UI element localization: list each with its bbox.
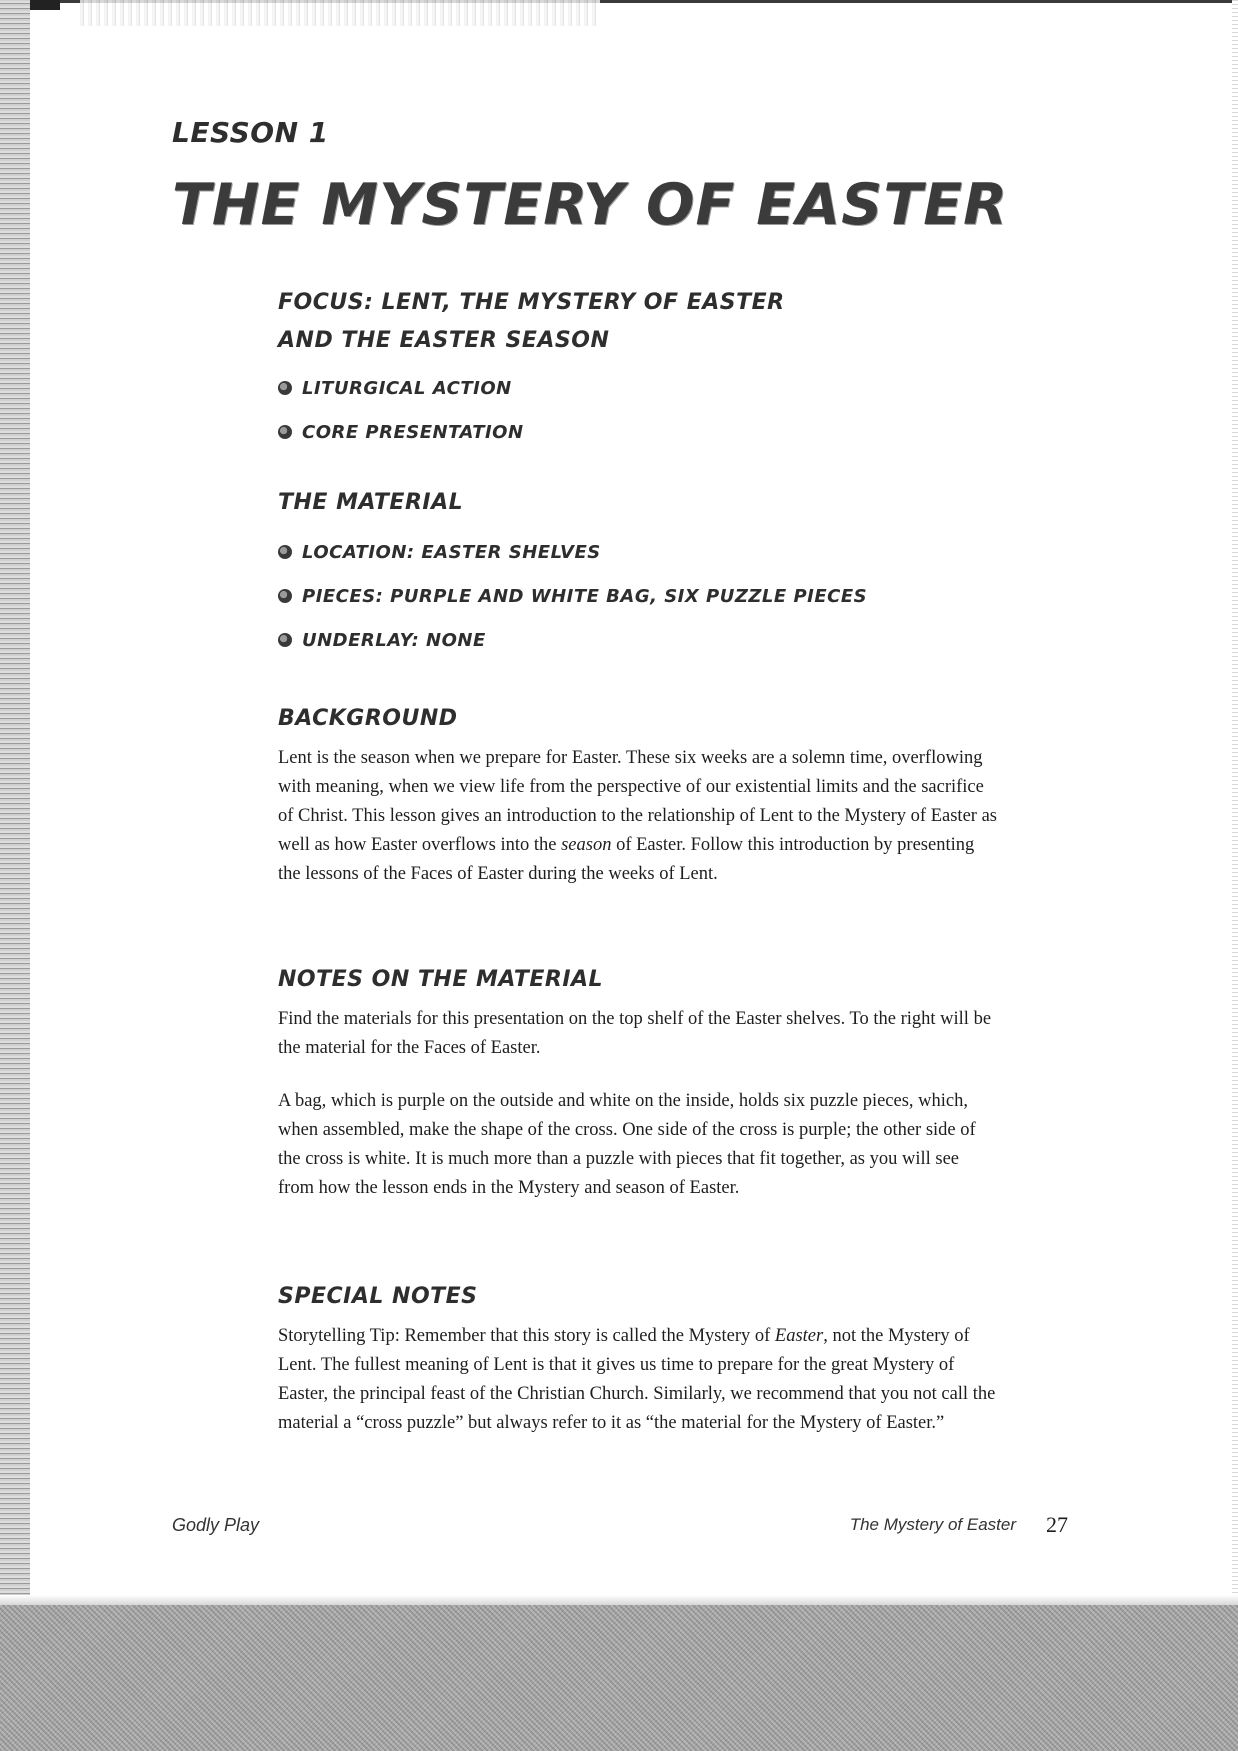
bullet-icon: [278, 633, 292, 647]
notes-section: [278, 961, 998, 1227]
list-item: [278, 410, 993, 454]
emphasis-text: season: [561, 835, 612, 855]
text-run: Lent is the season when we prepare for Easter. These six weeks are a solemn time, overflowing with meaning, when we view life from the perspective of our existential limits and the sacrifice of Christ. This lesson gives an introduction to the relationship of Lent to the Mystery of Easter as well as how Easter overflows into the: [278, 748, 997, 855]
list-item-label: PIECES: PURPLE AND WHITE BAG, SIX PUZZLE PIECES: [302, 585, 868, 607]
material-list: [278, 530, 993, 662]
scanner-background: [0, 1605, 1238, 1751]
list-item-label: LITURGICAL ACTION: [302, 377, 512, 399]
page-title: THE MYSTERY OF EASTER: [172, 172, 1009, 238]
lesson-label: LESSON 1: [172, 116, 329, 149]
text-run: , not the Mystery of Lent. The fullest meaning of Lent is that it gives us time to prepare for the great Mystery of Easter, the principal feast of the Christian Church. Similarly, we recommend that you not call the material a “cross puzzle” but always refer to it as “the material for the Mystery of Easter.”: [278, 1326, 996, 1433]
focus-list: [278, 366, 993, 454]
list-item-label: UNDERLAY: NONE: [302, 629, 486, 651]
text-run: of Easter. Follow this introduction by presenting the lessons of the Faces of Easter during the weeks of Lent.: [278, 835, 975, 884]
notes-heading: NOTES ON THE MATERIAL: [278, 967, 604, 992]
background-section: [278, 700, 998, 913]
special-notes-heading: SPECIAL NOTES: [278, 1284, 478, 1309]
special-notes-paragraph: [278, 1322, 998, 1438]
focus-heading-line1: FOCUS: LENT, THE MYSTERY OF EASTER: [278, 290, 785, 315]
list-item: [278, 530, 993, 574]
footer-book-title: Godly Play: [172, 1515, 260, 1535]
list-item-label: CORE PRESENTATION: [302, 421, 524, 443]
notes-paragraph-2: A bag, which is purple on the outside and white on the inside, holds six puzzle pieces, which, when assembled, make the shape of the cross. One side of the cross is purple; the other side of the cross is white. It is much more than a puzzle with pieces that fit together, as you will see from how the lesson ends in the Mystery and season of Easter.: [278, 1091, 976, 1198]
list-item-label: LOCATION: EASTER SHELVES: [302, 541, 601, 563]
bullet-icon: [278, 545, 292, 559]
material-heading: THE MATERIAL: [278, 490, 464, 515]
focus-section: [278, 284, 993, 454]
background-paragraph: [278, 744, 998, 889]
bullet-icon: [278, 589, 292, 603]
list-item: [278, 574, 993, 618]
list-item: [278, 618, 993, 662]
bullet-icon: [278, 425, 292, 439]
footer-chapter-title: The Mystery of Easter: [849, 1515, 1016, 1534]
emphasis-text: Easter: [774, 1326, 824, 1346]
focus-heading-line2: AND THE EASTER SEASON: [278, 328, 610, 353]
notes-paragraph-1: Find the materials for this presentation on the top shelf of the Easter shelves. To the right will be the material for the Faces of Easter.: [278, 1009, 992, 1058]
text-run: Storytelling Tip: Remember that this story is called the Mystery of: [278, 1326, 775, 1346]
material-section: [278, 484, 993, 662]
list-item: [278, 366, 993, 410]
page-right-edge: [1232, 0, 1238, 1620]
bullet-icon: [278, 381, 292, 395]
binding-edge: [0, 0, 30, 1751]
background-heading: BACKGROUND: [278, 706, 458, 731]
scan-speckle: [80, 0, 600, 26]
page-number: 27: [1046, 1512, 1068, 1537]
special-notes-section: [278, 1278, 998, 1462]
